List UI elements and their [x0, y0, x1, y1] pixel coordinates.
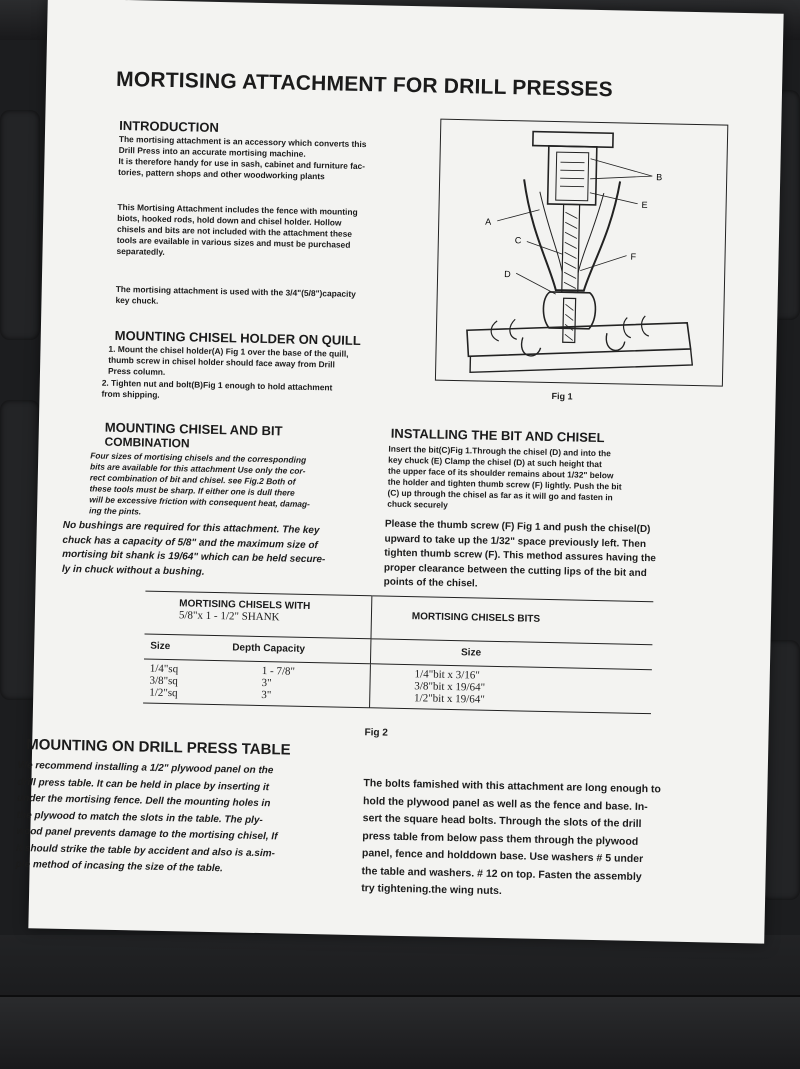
figure-label-d: D [504, 269, 511, 280]
document-title: MORTISING ATTACHMENT FOR DRILL PRESSES [115, 67, 614, 102]
table-sizes-cell [143, 659, 226, 705]
install-paragraph-1: Insert the bit(C)Fig 1.Through the chisel (D) and into the key chuck (E) Clamp the chisel (D) at such height that the upper face of its shoulder remains about 1/32" below the holder and tighten thumb screw (F) lightly. Push the bit (C) up through the chisel as far as it will go and fasten in chuck securely [387, 443, 622, 510]
intro-paragraph-2: This Mortising Attachment includes the fence with mounting biots, hooked rods, hold down and chisel holder. Hollow chisels and bits are not included with the attachment these tools are evailable in various sizes and must be purchased separatedly. [116, 201, 358, 257]
drill-table-heading: MOUNTING ON DRILL PRESS TABLE [26, 736, 291, 759]
quill-step-1: 1. Mount the chisel holder(A) Fig 1 over the base of the quill, thumb screw in chisel holder should face away from Drill Press column. [107, 343, 349, 377]
table-depths-cell [225, 661, 370, 708]
drill-table-left-paragraph: We recommend installing a 1/2" plywood panel on the drill press table. It can be held in place by inserting it under the mortising fence. Dell the mounting holes in the plywood to match the slots in the table. The ply- wood panel prevents damage to the mortising chisel, If it should strike the table by accident and also is a.sim- ple method of incasing the size of the table. [15, 759, 278, 875]
install-paragraph-2: Please the thumb screw (F) Fig 1 and push the chisel(D) upward to take up the 1/32" space previously left. Then tighten thumb screw (F). This method assures having the proper clearance between the cutting lips of the bit and points of the chisel. [383, 518, 657, 590]
chisel-bit-table [143, 591, 653, 715]
table-left-header-line-1: MORTISING CHISELS WITH [179, 598, 311, 613]
quill-heading: MOUNTING CHISEL HOLDER ON QUILL [114, 327, 361, 349]
table-left-header [145, 591, 372, 639]
table-col-bit-size: Size [460, 647, 482, 659]
instruction-sheet [15, 0, 783, 944]
figure-2-caption: Fig 2 [364, 727, 388, 739]
quill-step-2: 2. Tighten nut and bolt(B)Fig 1 enough to hold attachment from shipping. [101, 377, 333, 400]
figure-label-f: F [630, 251, 637, 262]
table-col-depth: Depth Capacity [226, 636, 371, 664]
table-row-bit: 3/8"bit x 19/64" [414, 680, 486, 694]
combo-heading-line-2: COMBINATION [104, 434, 190, 451]
case-rib-left-1 [0, 110, 40, 340]
mortising-attachment-diagram [436, 120, 727, 386]
figure-1-frame [435, 119, 728, 387]
combo-paragraph-1: Four sizes of mortising chisels and the corresponding bits are available for this attachment Use only the cor- rect combination of bit and chisel. see Fig.2 Both of these tools must be sharp. If either one is dull there will be excessive friction with consequent heat, damag- ing the pints. [89, 450, 311, 517]
table-right-header: MORTISING CHISELS BITS [411, 611, 541, 625]
figure-label-a: A [485, 216, 492, 227]
table-row-bit: 1/2"bit x 19/64" [413, 692, 485, 706]
figure-label-c: C [514, 235, 522, 246]
figure-label-e: E [641, 199, 648, 211]
table-row-depth: 3" [261, 689, 272, 702]
table-row-size: 3/8"sq [149, 674, 179, 688]
table-col-size: Size [150, 640, 171, 653]
drill-table-right-paragraph: The bolts famished with this attachment are long enough to hold the plywood panel as well as the fence and base. In- sert the square head bolts. Through the slots of the drill press table from below pass them through the plywood panel, fence and holddown base. Use washers # 5 under the table and washers. # 12 on top. Fasten the assembly try tightening.the wing nuts. [361, 777, 662, 898]
combo-heading-line-1: MOUNTING CHISEL AND BIT [104, 419, 283, 439]
table-row-bit: 1/4"bit x 3/16" [414, 668, 480, 682]
table-row-size: 1/4"sq [149, 662, 179, 676]
figure-label-b: B [656, 172, 663, 183]
table-row-size: 1/2"sq [149, 686, 178, 700]
table-left-header-line-2: 5/8"x 1 - 1/2" SHANK [178, 609, 280, 624]
table-row-depth: 3" [261, 677, 272, 690]
figure-1-caption: Fig 1 [551, 391, 573, 402]
intro-heading: INTRODUCTION [119, 117, 219, 136]
combo-paragraph-2: No bushings are required for this attachment. The key chuck has a capacity of 5/8" and the maximum size of mortising bit shank is 19/64" which can be held secure- ly in chuck without a bushing. [61, 519, 326, 578]
intro-paragraph-1: The mortising attachment is an accessory which converts this Drill Press into an accurate mortising machine. It is therefore handy for use in sash, cabinet and furniture fac- tories, pattern shops and other woodworking plants [118, 133, 367, 182]
install-heading: INSTALLING THE BIT AND CHISEL [390, 425, 605, 446]
intro-paragraph-3: The mortising attachment is used with the 3/4"(5/8")capacity key chuck. [115, 283, 356, 306]
table-bits-cell [369, 664, 652, 714]
table-row-depth: 1 - 7/8" [261, 665, 296, 678]
case-bottom-rail [0, 995, 800, 1069]
